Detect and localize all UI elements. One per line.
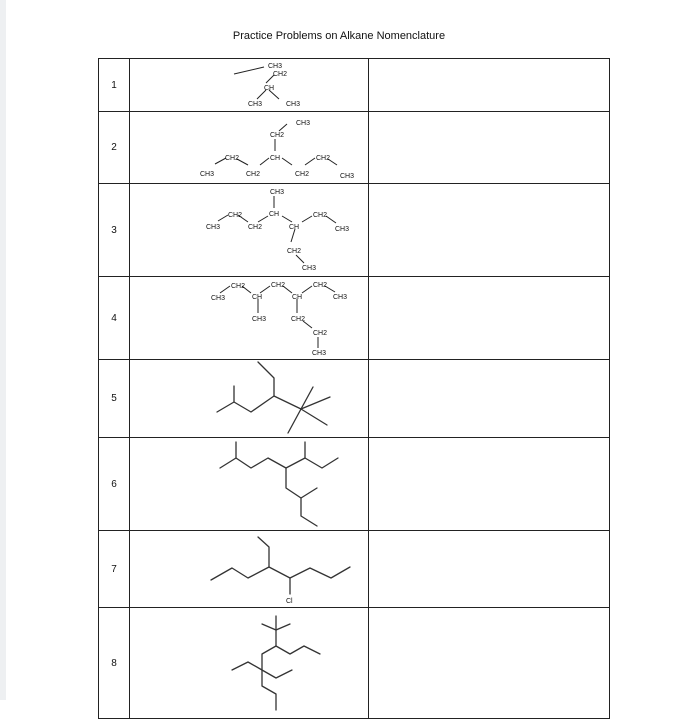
problem-row-8 <box>99 608 610 719</box>
group-label: CH <box>264 85 275 92</box>
problem-row-5 <box>99 360 610 438</box>
chlorine-label: Cl <box>286 598 293 605</box>
group-label: CH3 <box>270 189 285 196</box>
group-label: CH2 <box>313 330 328 337</box>
group-label: CH2 <box>287 248 302 255</box>
problem-row-1 <box>99 59 610 112</box>
group-label: CH2 <box>271 282 286 289</box>
structure-cell <box>130 184 369 277</box>
problem-number: 6 <box>99 438 130 531</box>
structure-cell <box>130 59 369 112</box>
answer-cell[interactable] <box>369 112 610 184</box>
structure-cell <box>130 112 369 184</box>
problem-number: 5 <box>99 360 130 438</box>
structure-cell <box>130 608 369 719</box>
condensed-structure-1 <box>130 59 368 111</box>
group-label: CH3 <box>335 226 350 233</box>
condensed-structure-3 <box>130 184 368 276</box>
group-label: CH <box>270 155 281 162</box>
answer-cell[interactable] <box>369 608 610 719</box>
group-label: CH3 <box>200 171 215 178</box>
group-label: CH3 <box>333 294 348 301</box>
group-label: CH3 <box>252 316 267 323</box>
group-label: CH3 <box>206 224 221 231</box>
group-label: CH2 <box>225 155 240 162</box>
problem-number: 4 <box>99 277 130 360</box>
group-label: CH3 <box>302 265 317 272</box>
structure-cell <box>130 360 369 438</box>
problem-number: 1 <box>99 59 130 112</box>
answer-cell[interactable] <box>369 531 610 608</box>
condensed-structure-4 <box>130 277 368 359</box>
group-label: CH2 <box>246 171 261 178</box>
group-label: CH3 <box>286 101 301 108</box>
answer-cell[interactable] <box>369 360 610 438</box>
group-label: CH2 <box>273 71 288 78</box>
group-label: CH2 <box>295 171 310 178</box>
answer-cell[interactable] <box>369 184 610 277</box>
structure-cell <box>130 438 369 531</box>
skeletal-structure-7 <box>130 531 368 607</box>
group-label: CH2 <box>313 212 328 219</box>
problem-row-6 <box>99 438 610 531</box>
group-label: CH2 <box>270 132 285 139</box>
answer-cell[interactable] <box>369 438 610 531</box>
group-label: CH3 <box>340 173 355 180</box>
group-label: CH2 <box>291 316 306 323</box>
group-label: CH2 <box>228 212 243 219</box>
problem-number: 8 <box>99 608 130 719</box>
group-label: CH <box>269 211 280 218</box>
group-label: CH2 <box>231 283 246 290</box>
group-label: CH3 <box>296 120 311 127</box>
group-label: CH <box>292 294 303 301</box>
skeletal-structure-5 <box>130 360 368 437</box>
condensed-structure-2 <box>130 112 368 183</box>
answer-cell[interactable] <box>369 277 610 360</box>
group-label: CH2 <box>248 224 263 231</box>
answer-cell[interactable] <box>369 59 610 112</box>
group-label: CH2 <box>313 282 328 289</box>
problem-number: 7 <box>99 531 130 608</box>
group-label: CH3 <box>248 101 263 108</box>
problem-row-3 <box>99 184 610 277</box>
group-label: CH <box>252 294 263 301</box>
group-label: CH3 <box>211 295 226 302</box>
problem-row-7 <box>99 531 610 608</box>
problem-number: 3 <box>99 184 130 277</box>
page-edge-shadow <box>0 0 6 700</box>
problem-row-2 <box>99 112 610 184</box>
group-label: CH <box>289 224 300 231</box>
group-label: CH3 <box>312 350 327 357</box>
structure-cell <box>130 531 369 608</box>
problem-number: 2 <box>99 112 130 184</box>
skeletal-structure-6 <box>130 438 368 530</box>
problem-row-4 <box>99 277 610 360</box>
group-label: CH2 <box>316 155 331 162</box>
skeletal-structure-8 <box>130 608 368 718</box>
worksheet-title: Practice Problems on Alkane Nomenclature <box>232 30 446 42</box>
group-label: CH3 <box>268 63 283 70</box>
problems-table <box>98 58 610 719</box>
structure-cell <box>130 277 369 360</box>
